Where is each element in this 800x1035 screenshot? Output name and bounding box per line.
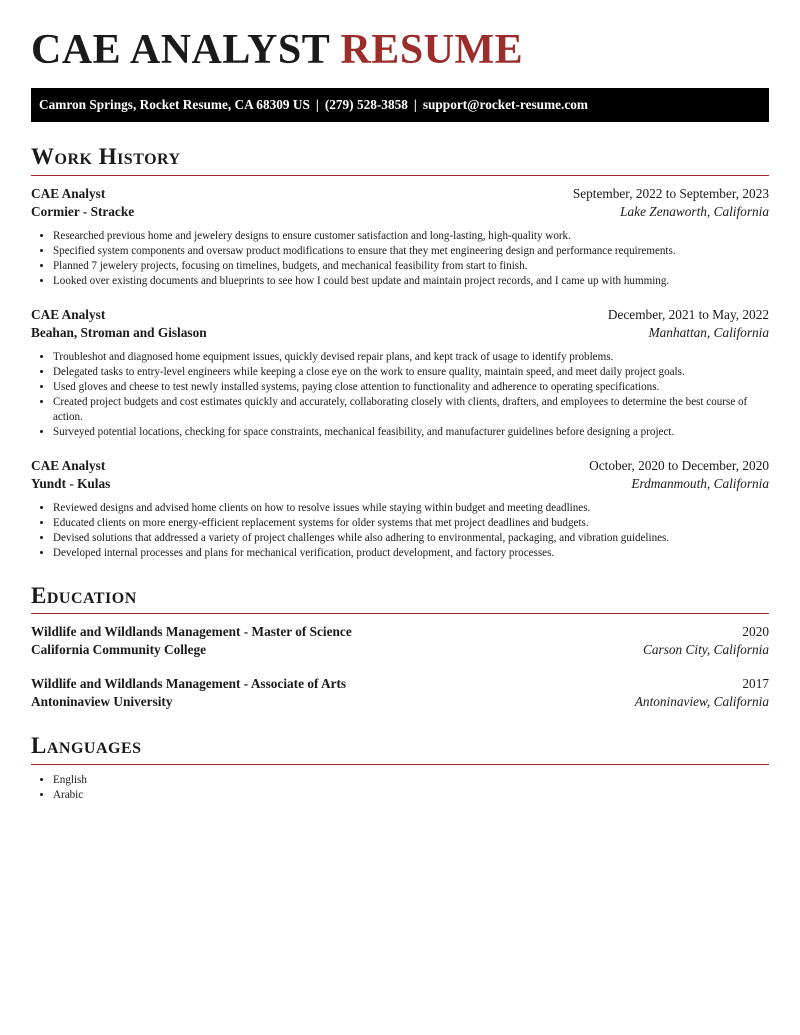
job-entry — [31, 457, 769, 561]
job-bullet: • Educated clients on more energy-efficient replacement systems for older systems that met project deadlines and budgets. — [53, 516, 769, 531]
job-bullets — [31, 501, 769, 561]
title-main: CAE ANALYST — [31, 27, 330, 73]
education-entry — [31, 623, 769, 659]
education-year: 2017 — [742, 676, 769, 692]
education-degree: Wildlife and Wildlands Management - Master of Science — [31, 624, 352, 640]
job-bullet: • Troubleshot and diagnosed home equipment issues, quickly devised repair plans, and kept track of usage to identify problems. — [53, 350, 769, 365]
contact-separator: | — [413, 97, 417, 113]
language-item: • Arabic — [53, 788, 769, 803]
education-school: Antoninaview University — [31, 694, 173, 710]
job-title: CAE Analyst — [31, 306, 106, 322]
languages-heading: Languages — [31, 733, 769, 764]
job-bullet: • Planned 7 jewelery projects, focusing on timelines, budgets, and mechanical feasibility from start to finish. — [53, 259, 769, 274]
education-entry — [31, 675, 769, 711]
job-location: Manhattan, California — [648, 324, 769, 340]
resume-title — [31, 26, 769, 74]
job-bullet: • Surveyed potential locations, checking for space constraints, mechanical feasibility, and manufacturer guidelines before designing a project. — [53, 425, 769, 440]
education-location: Carson City, California — [643, 642, 769, 658]
education-school: California Community College — [31, 642, 207, 658]
job-title: CAE Analyst — [31, 457, 106, 473]
job-bullet: • Looked over existing documents and blueprints to see how I could best update and maintain project records, and I came up with humming. — [53, 274, 769, 289]
job-bullet: • Created project budgets and cost estimates quickly and accurately, collaborating closely with clients, drafters, and employees to determine the best course of action. — [53, 395, 769, 425]
title-accent: RESUME — [340, 27, 524, 73]
contact-separator: | — [315, 97, 319, 113]
job-title: CAE Analyst — [31, 185, 106, 201]
job-bullet: • Reviewed designs and advised home clients on how to resolve issues while staying within budget and meeting deadlines. — [53, 501, 769, 516]
job-bullet: • Delegated tasks to entry-level engineers while keeping a close eye on the work to ensure quality, maintain speed, and meet daily project goals. — [53, 365, 769, 380]
languages-list — [31, 773, 769, 803]
job-bullet: • Specified system components and oversaw product modifications to ensure that they met engineering design and performance requirements. — [53, 244, 769, 259]
resume-page — [31, 0, 769, 803]
job-dates: October, 2020 to December, 2020 — [589, 457, 769, 473]
contact-bar — [31, 88, 769, 122]
job-bullets — [31, 350, 769, 440]
job-company: Beahan, Stroman and Gislason — [31, 324, 207, 340]
job-location: Erdmanmouth, California — [631, 475, 769, 491]
education-year: 2020 — [742, 624, 769, 640]
job-entry — [31, 306, 769, 440]
education-degree: Wildlife and Wildlands Management - Associate of Arts — [31, 676, 347, 692]
job-bullet: • Researched previous home and jewelery designs to ensure customer satisfaction and long-lasting, high-quality work. — [53, 229, 769, 244]
job-entry — [31, 185, 769, 289]
job-bullet: • Devised solutions that addressed a variety of project challenges while also adhering to environmental, packaging, and vibration guidelines. — [53, 531, 769, 546]
contact-address: Camron Springs, Rocket Resume, CA 68309 US — [39, 97, 310, 113]
job-bullet: • Developed internal processes and plans for mechanical verification, product development, and factory processes. — [53, 546, 769, 561]
job-location: Lake Zenaworth, California — [620, 203, 769, 219]
job-dates: September, 2022 to September, 2023 — [572, 185, 769, 201]
job-bullet: • Used gloves and cheese to test newly installed systems, paying close attention to functionality and adherence to operating specifications. — [53, 380, 769, 395]
work-history-heading: Work History — [31, 144, 769, 175]
job-company: Cormier - Stracke — [31, 203, 135, 219]
contact-phone: (279) 528-3858 — [324, 97, 408, 113]
job-company: Yundt - Kulas — [31, 475, 111, 491]
education-location: Antoninaview, California — [634, 694, 769, 710]
education-heading: Education — [31, 583, 769, 614]
job-dates: December, 2021 to May, 2022 — [607, 306, 769, 322]
language-item: • English — [53, 773, 769, 788]
job-bullets — [31, 229, 769, 289]
contact-email: support@rocket-resume.com — [422, 97, 588, 113]
